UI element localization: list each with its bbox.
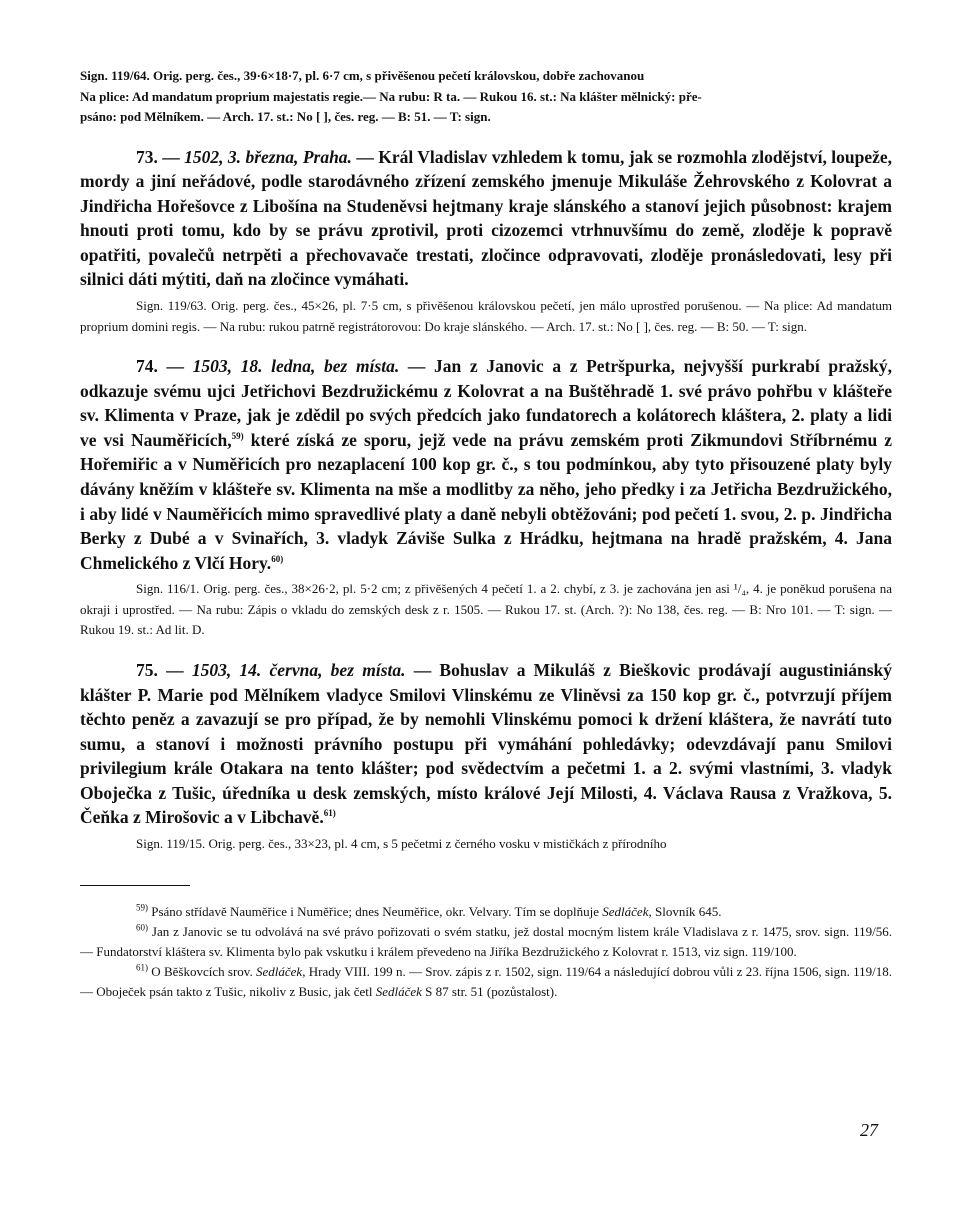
footnote-text: O Běškovcích srov.	[151, 963, 256, 979]
archival-note-73: Sign. 119/63. Orig. perg. čes., 45×26, pl. 7·5 cm, s přivěšenou královskou pečetí, jen málo uprostřed porušenou. — Na plice: Ad mandatum proprium domini regis. — Na rubu: rukou patrně registrátorovou: Do kraje slánského. — Arch. 17. st.: No [ ], čes. reg. — B: 50. — T: sign.	[80, 298, 892, 334]
entry-date: 1503, 18. ledna, bez místa.	[192, 356, 400, 377]
entry-75	[80, 658, 892, 830]
archival-note-75: Sign. 119/15. Orig. perg. čes., 33×23, pl. 4 cm, s 5 pečetmi z černého vosku v mističkách z přírodního	[136, 836, 667, 852]
entry-text: — Bohuslav a Mikuláš z Bieškovic prodávají augustiniánský klášter P. Marie pod Mělníkem vladyce Smilovi Vlinskému ze Vliněvsi za 150 kop gr. č., potvrzují příjem těchto peněz a zavazují se pro případ, že by nemohli Vlinskému pomoci k držení kláštera, že navrátí tuto sumu, a stanoví i možnosti právního postupu při vymáhání pohledávky; odevzdávají panu Smilovi privilegium krále Otakara na tento klášter; pod svědectvím a pečetmi 1. a 2. svými vlastními, 3. vladyk Oboječka z Tušic, úředníka u desk zemských, místo králové Její Milosti, 4. Václava Rausa z Vražkova, 5. Čeňka z Mirošovic a v Libchavě.	[80, 659, 892, 828]
footnote-59	[80, 902, 892, 922]
author-name: Sedláček	[602, 903, 649, 919]
footnote-text: , Slovník 645.	[648, 903, 722, 919]
footnote-mark: 60)	[136, 922, 148, 933]
page-number: 27	[860, 1120, 878, 1140]
author-name: Sedláček	[375, 983, 422, 999]
entry-number: 74. —	[136, 356, 185, 377]
entry-text: které získá ze sporu, jejž vede na právu zemském proti Zikmundovi Stříbrnému z Hořemiřic a v Numěřicích pro nezaplacení 100 kop gr. č., s tou podmínkou, aby tyto přisouzené platy byly dávány kněžím v klášteře sv. Klimenta na mše a modlitby za něho, jeho předky i za Jetřicha Bezdružického, i aby lidé v Nauměřicích mimo spravedlivé platy a daně nebyli obtěžováni; pod pečetí 1. svou, 2. p. Jindřicha Berky z Dubé a v Svinařích, 3. vladyk Záviše Sulka z Hrádku, hejtmana na hradě pražském, 4. Jana Chmelického z Vlčí Hory.	[80, 429, 892, 573]
footnote-61	[80, 962, 892, 1002]
entry-74	[80, 354, 892, 575]
archival-note-74: Sign. 116/1. Orig. perg. čes., 38×26·2, pl. 5·2 cm; z přivěšených 4 pečetí 1. a 2. chybí, z 3. je zachována jen asi ¹/₄, 4. je poněkud porušena na okraji i uprostřed. — Na rubu: Zápis o vkladu do zemských desk z r. 1505. — Rukou 17. st. (Arch. ?): No 138, čes. reg. — B: Nro 101. — T: sign. — Rukou 19. st.: Ad lit. D.	[80, 581, 892, 638]
footnote-mark: 59)	[136, 902, 148, 913]
archival-note-line: psáno: pod Mělníkem. — Arch. 17. st.: No [ ], čes. reg. — B: 51. — T: sign.	[80, 109, 491, 124]
entry-text: — Král Vladislav vzhledem k tomu, jak se rozmohla zlodějství, loupeže, mordy a jiní neřádové, podle starodávného zřízení zemského jmenuje Mikuláše Žehrovského z Kolovrat a Jindřicha Hořešovce z Libošína na Studeněvsi hejtmany kraje slánského a stanoví jejich působnost: krajem hnouti proti tomu, kdo by se právu zprotivil, proti cizozemci vtrhnuvšímu do země, zloděje k popravě opatřiti, povalečů netrpěti a přechovavače trestati, zločince odpravovati, zloděje pronásledovati, lesy při silnici dáti mýtiti, daň na zločince vymáhati.	[80, 146, 892, 290]
entry-date: 1503, 14. června, bez místa.	[191, 659, 406, 680]
footnote-ref-59[interactable]: 59)	[231, 431, 244, 442]
footnote-text: Jan z Janovic se tu odvolává na své právo pořizovati o svém statku, jež dostal mocným listem krále Vladislava z r. 1475, srov. sign. 119/56. — Fundatorství kláštera sv. Klimenta bylo pak vskutku i králem převedeno na Jiříka Bezdružického z Kolovrat r. 1513, viz sign. 119/100.	[80, 923, 892, 959]
archival-note-72	[80, 66, 892, 128]
footnote-text: , Hrady VIII. 199 n. — Srov. zápis z r. 1502, sign. 119/64 a následující dobrou vůli z 23. října 1506, sign. 119/18. — Oboječek psán takto z Tušic, nikoliv z Busic, jak četl	[80, 963, 893, 999]
archival-note-line: Na plice: Ad mandatum proprium majestatis regie.— Na rubu: R ta. — Rukou 16. st.: Na klášter mělnický: pře-	[80, 88, 702, 104]
footnote-mark: 61)	[136, 962, 148, 973]
footnote-divider	[80, 885, 190, 886]
footnote-ref-61[interactable]: 61)	[323, 808, 336, 819]
entry-text: — Jan z Janovic a z Petršpurka, nejvyšší purkrabí pražský, odkazuje svému ujci Jetřichovi Bezdružickému z Kolovrat a na Buštěhradě 1. své právo pohřbu v klášteře sv. Klimenta v Praze, jak je zdědil po svých předcích jako fundatorech a kolátorech kláštera, 2. platy a lidi ve vsi Nauměřicích,	[80, 356, 893, 450]
entry-number: 75. —	[136, 659, 184, 680]
footnote-text: S 87 str. 51 (pozůstalost).	[421, 983, 558, 999]
archival-note-line: Sign. 119/64. Orig. perg. čes., 39·6×18·7, pl. 6·7 cm, s přivěšenou pečetí královskou, dobře zachovanou	[80, 68, 645, 83]
document-page	[80, 66, 892, 1002]
entry-73	[80, 145, 892, 293]
footnote-ref-60[interactable]: 60)	[271, 553, 284, 564]
author-name: Sedláček	[256, 963, 303, 979]
footnote-60	[80, 922, 892, 962]
footnote-text: Psáno střídavě Nauměřice i Numěřice; dnes Neuměřice, okr. Velvary. Tím se doplňuje	[151, 903, 603, 919]
entry-number: 73. —	[136, 146, 180, 167]
entry-date: 1502, 3. března, Praha.	[184, 146, 352, 167]
